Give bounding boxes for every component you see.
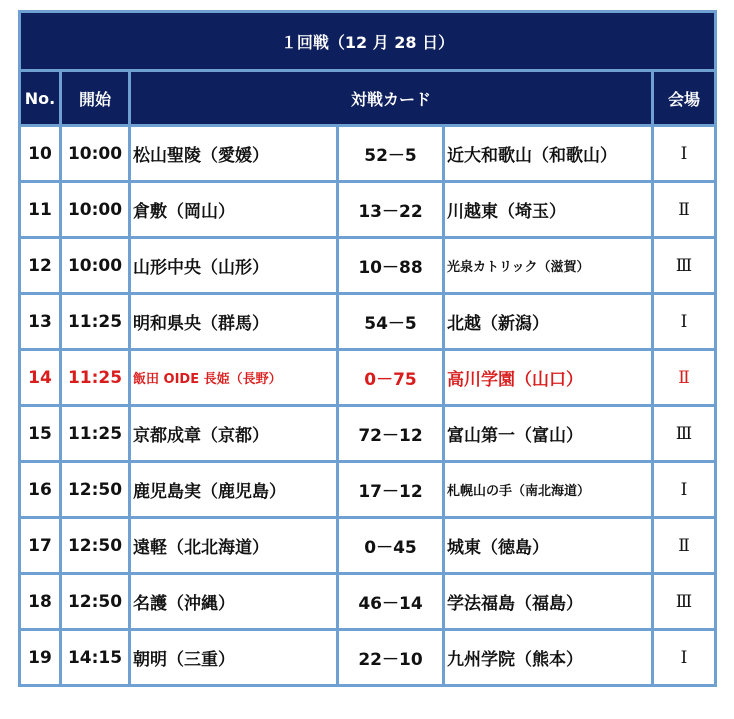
row-score: 72－12 <box>339 407 442 460</box>
row-venue: Ⅱ <box>654 183 714 236</box>
table-row <box>21 463 714 516</box>
row-home-team: 遠軽（北北海道） <box>131 519 336 572</box>
table-row <box>21 407 714 460</box>
row-away-team: 九州学院（熊本） <box>445 631 651 684</box>
row-no: 18 <box>21 575 59 628</box>
row-venue: Ⅲ <box>654 239 714 292</box>
row-venue: Ⅰ <box>654 463 714 516</box>
match-schedule <box>18 10 717 687</box>
row-time: 10:00 <box>62 127 128 180</box>
row-away-team: 近大和歌山（和歌山） <box>445 127 651 180</box>
row-venue: Ⅰ <box>654 127 714 180</box>
row-away-team: 城東（徳島） <box>445 519 651 572</box>
row-home-team: 京都成章（京都） <box>131 407 336 460</box>
header-venue: 会場 <box>654 72 714 124</box>
table-title: １回戦（12 月 28 日） <box>21 13 714 69</box>
row-time: 12:50 <box>62 575 128 628</box>
table-row <box>21 631 714 684</box>
table-row <box>21 519 714 572</box>
row-home-team: 松山聖陵（愛媛） <box>131 127 336 180</box>
row-venue: Ⅰ <box>654 631 714 684</box>
row-venue: Ⅰ <box>654 295 714 348</box>
row-score: 10－88 <box>339 239 442 292</box>
row-home-team: 名護（沖縄） <box>131 575 336 628</box>
table-row <box>21 295 714 348</box>
row-venue: Ⅱ <box>654 519 714 572</box>
table-row <box>21 239 714 292</box>
row-no: 17 <box>21 519 59 572</box>
row-home-team: 飯田 OIDE 長姫（長野） <box>131 351 336 404</box>
table-row <box>21 575 714 628</box>
row-home-team: 明和県央（群馬） <box>131 295 336 348</box>
row-score: 13－22 <box>339 183 442 236</box>
header-no: No. <box>21 72 59 124</box>
row-time: 14:15 <box>62 631 128 684</box>
row-away-team: 光泉カトリック（滋賀） <box>445 239 651 292</box>
row-time: 12:50 <box>62 519 128 572</box>
row-time: 11:25 <box>62 295 128 348</box>
row-time: 11:25 <box>62 407 128 460</box>
row-away-team: 札幌山の手（南北海道） <box>445 463 651 516</box>
row-away-team: 学法福島（福島） <box>445 575 651 628</box>
row-time: 11:25 <box>62 351 128 404</box>
row-no: 13 <box>21 295 59 348</box>
row-venue: Ⅱ <box>654 351 714 404</box>
row-away-team: 高川学園（山口） <box>445 351 651 404</box>
row-venue: Ⅲ <box>654 575 714 628</box>
row-score: 22－10 <box>339 631 442 684</box>
row-score: 0－45 <box>339 519 442 572</box>
row-venue: Ⅲ <box>654 407 714 460</box>
row-score: 17－12 <box>339 463 442 516</box>
row-time: 12:50 <box>62 463 128 516</box>
table-row-highlighted <box>21 351 714 404</box>
row-no: 16 <box>21 463 59 516</box>
row-away-team: 北越（新潟） <box>445 295 651 348</box>
row-score: 52－5 <box>339 127 442 180</box>
row-home-team: 山形中央（山形） <box>131 239 336 292</box>
row-no: 14 <box>21 351 59 404</box>
header-row <box>21 72 714 124</box>
row-home-team: 倉敷（岡山） <box>131 183 336 236</box>
row-no: 15 <box>21 407 59 460</box>
row-home-team: 朝明（三重） <box>131 631 336 684</box>
row-time: 10:00 <box>62 183 128 236</box>
row-no: 11 <box>21 183 59 236</box>
row-away-team: 富山第一（富山） <box>445 407 651 460</box>
table-row <box>21 127 714 180</box>
row-no: 10 <box>21 127 59 180</box>
row-away-team: 川越東（埼玉） <box>445 183 651 236</box>
row-score: 0－75 <box>339 351 442 404</box>
header-time: 開始 <box>62 72 128 124</box>
row-no: 19 <box>21 631 59 684</box>
row-score: 54－5 <box>339 295 442 348</box>
header-card: 対戦カード <box>131 72 651 124</box>
row-no: 12 <box>21 239 59 292</box>
row-home-team: 鹿児島実（鹿児島） <box>131 463 336 516</box>
schedule-table <box>18 10 717 687</box>
row-time: 10:00 <box>62 239 128 292</box>
row-score: 46－14 <box>339 575 442 628</box>
table-row <box>21 183 714 236</box>
